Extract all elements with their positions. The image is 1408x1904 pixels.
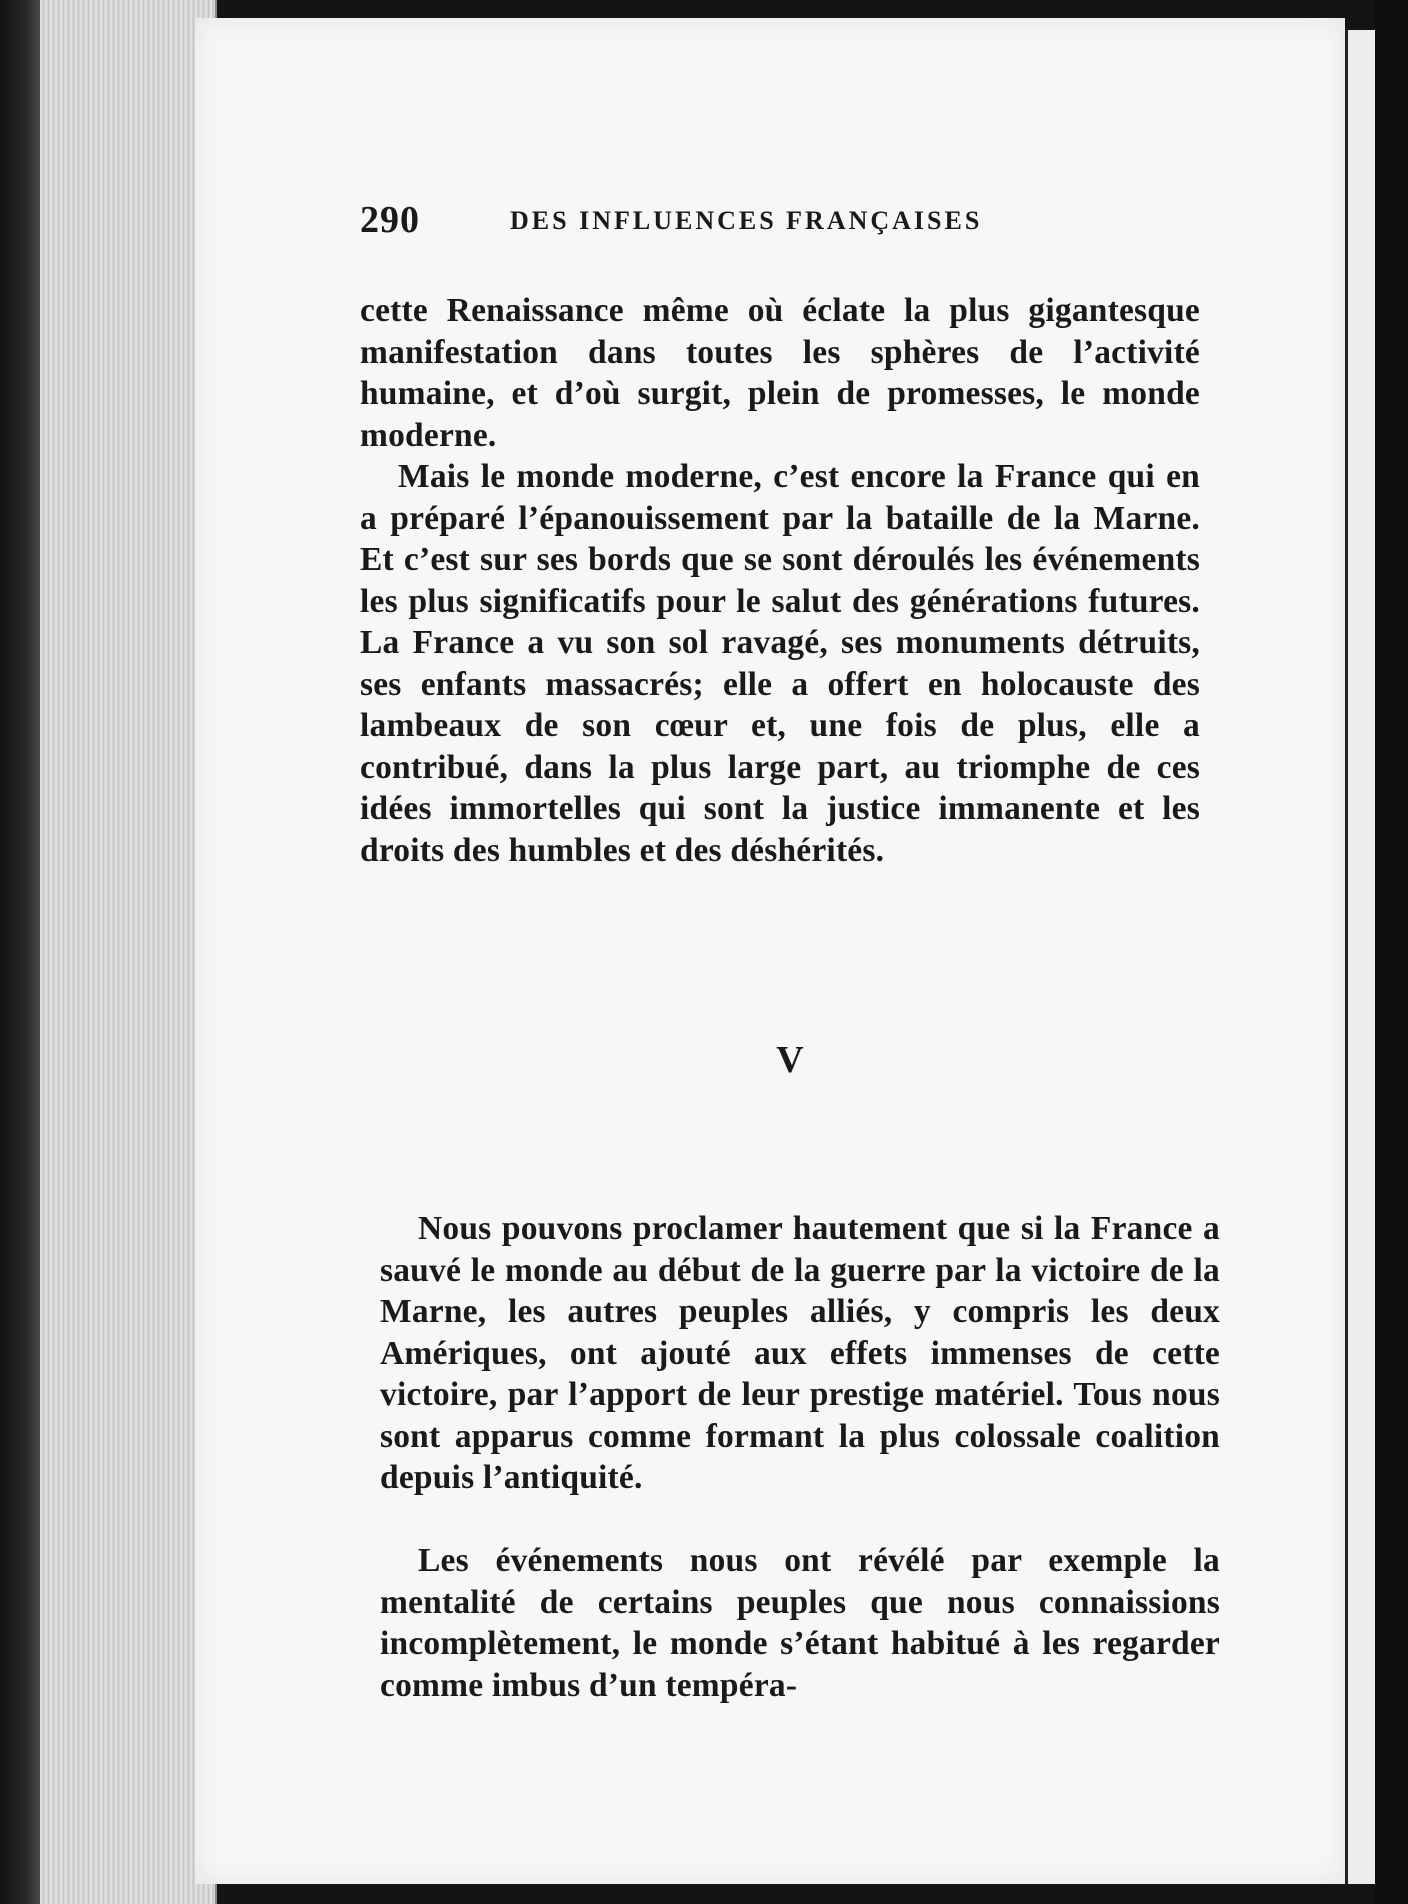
paragraph-3: Nous pouvons proclamer hautement que si la France a sauvé le monde au début de la guerre par la victoire de la Marne, les autres peuples alliés, y compris les deux Amériques, ont ajouté aux effets immenses de cette victoire, par l’apport de leur prestige matériel. Tous nous sont apparus comme formant la plus colossale coalition depuis l’antiquité. (380, 1210, 1220, 1496)
running-head (360, 198, 1220, 248)
scan-border (1375, 0, 1408, 1904)
paragraph-4: Les événements nous ont révélé par exemple la mentalité de certains peuples que nous connaissions incomplètement, le monde s’étant habitué à les regarder comme imbus d’un tempéra- (380, 1542, 1220, 1704)
page-number: 290 (360, 199, 420, 241)
page-block-edges (40, 0, 217, 1904)
book-page (195, 18, 1345, 1884)
facing-page-edge (1345, 30, 1378, 1884)
paragraph-1: cette Renaissance même où éclate la plus gigantesque manifestation dans toutes les sphères de l’activité humaine, et d’où surgit, plein de promesses, le monde moderne. (360, 292, 1200, 454)
running-head-title: DES INFLUENCES FRANÇAISES (510, 206, 983, 235)
paragraph-2: Mais le monde moderne, c’est encore la France qui en a préparé l’épanouissement par la bataille de la Marne. Et c’est sur ses bords que se sont déroulés les événements les plus significatifs pour le salut des générations futures. La France a vu son sol ravagé, ses monuments détruits, ses enfants massacrés; elle a offert en holocauste des lambeaux de son cœur et, une fois de plus, elle a contribué, dans la plus large part, au triomphe de ces idées immortelles qui sont la justice immanente et les droits des humbles et des déshérités. (360, 458, 1200, 869)
section-numeral: V (776, 1039, 804, 1081)
book-gutter-shadow (0, 0, 45, 1904)
